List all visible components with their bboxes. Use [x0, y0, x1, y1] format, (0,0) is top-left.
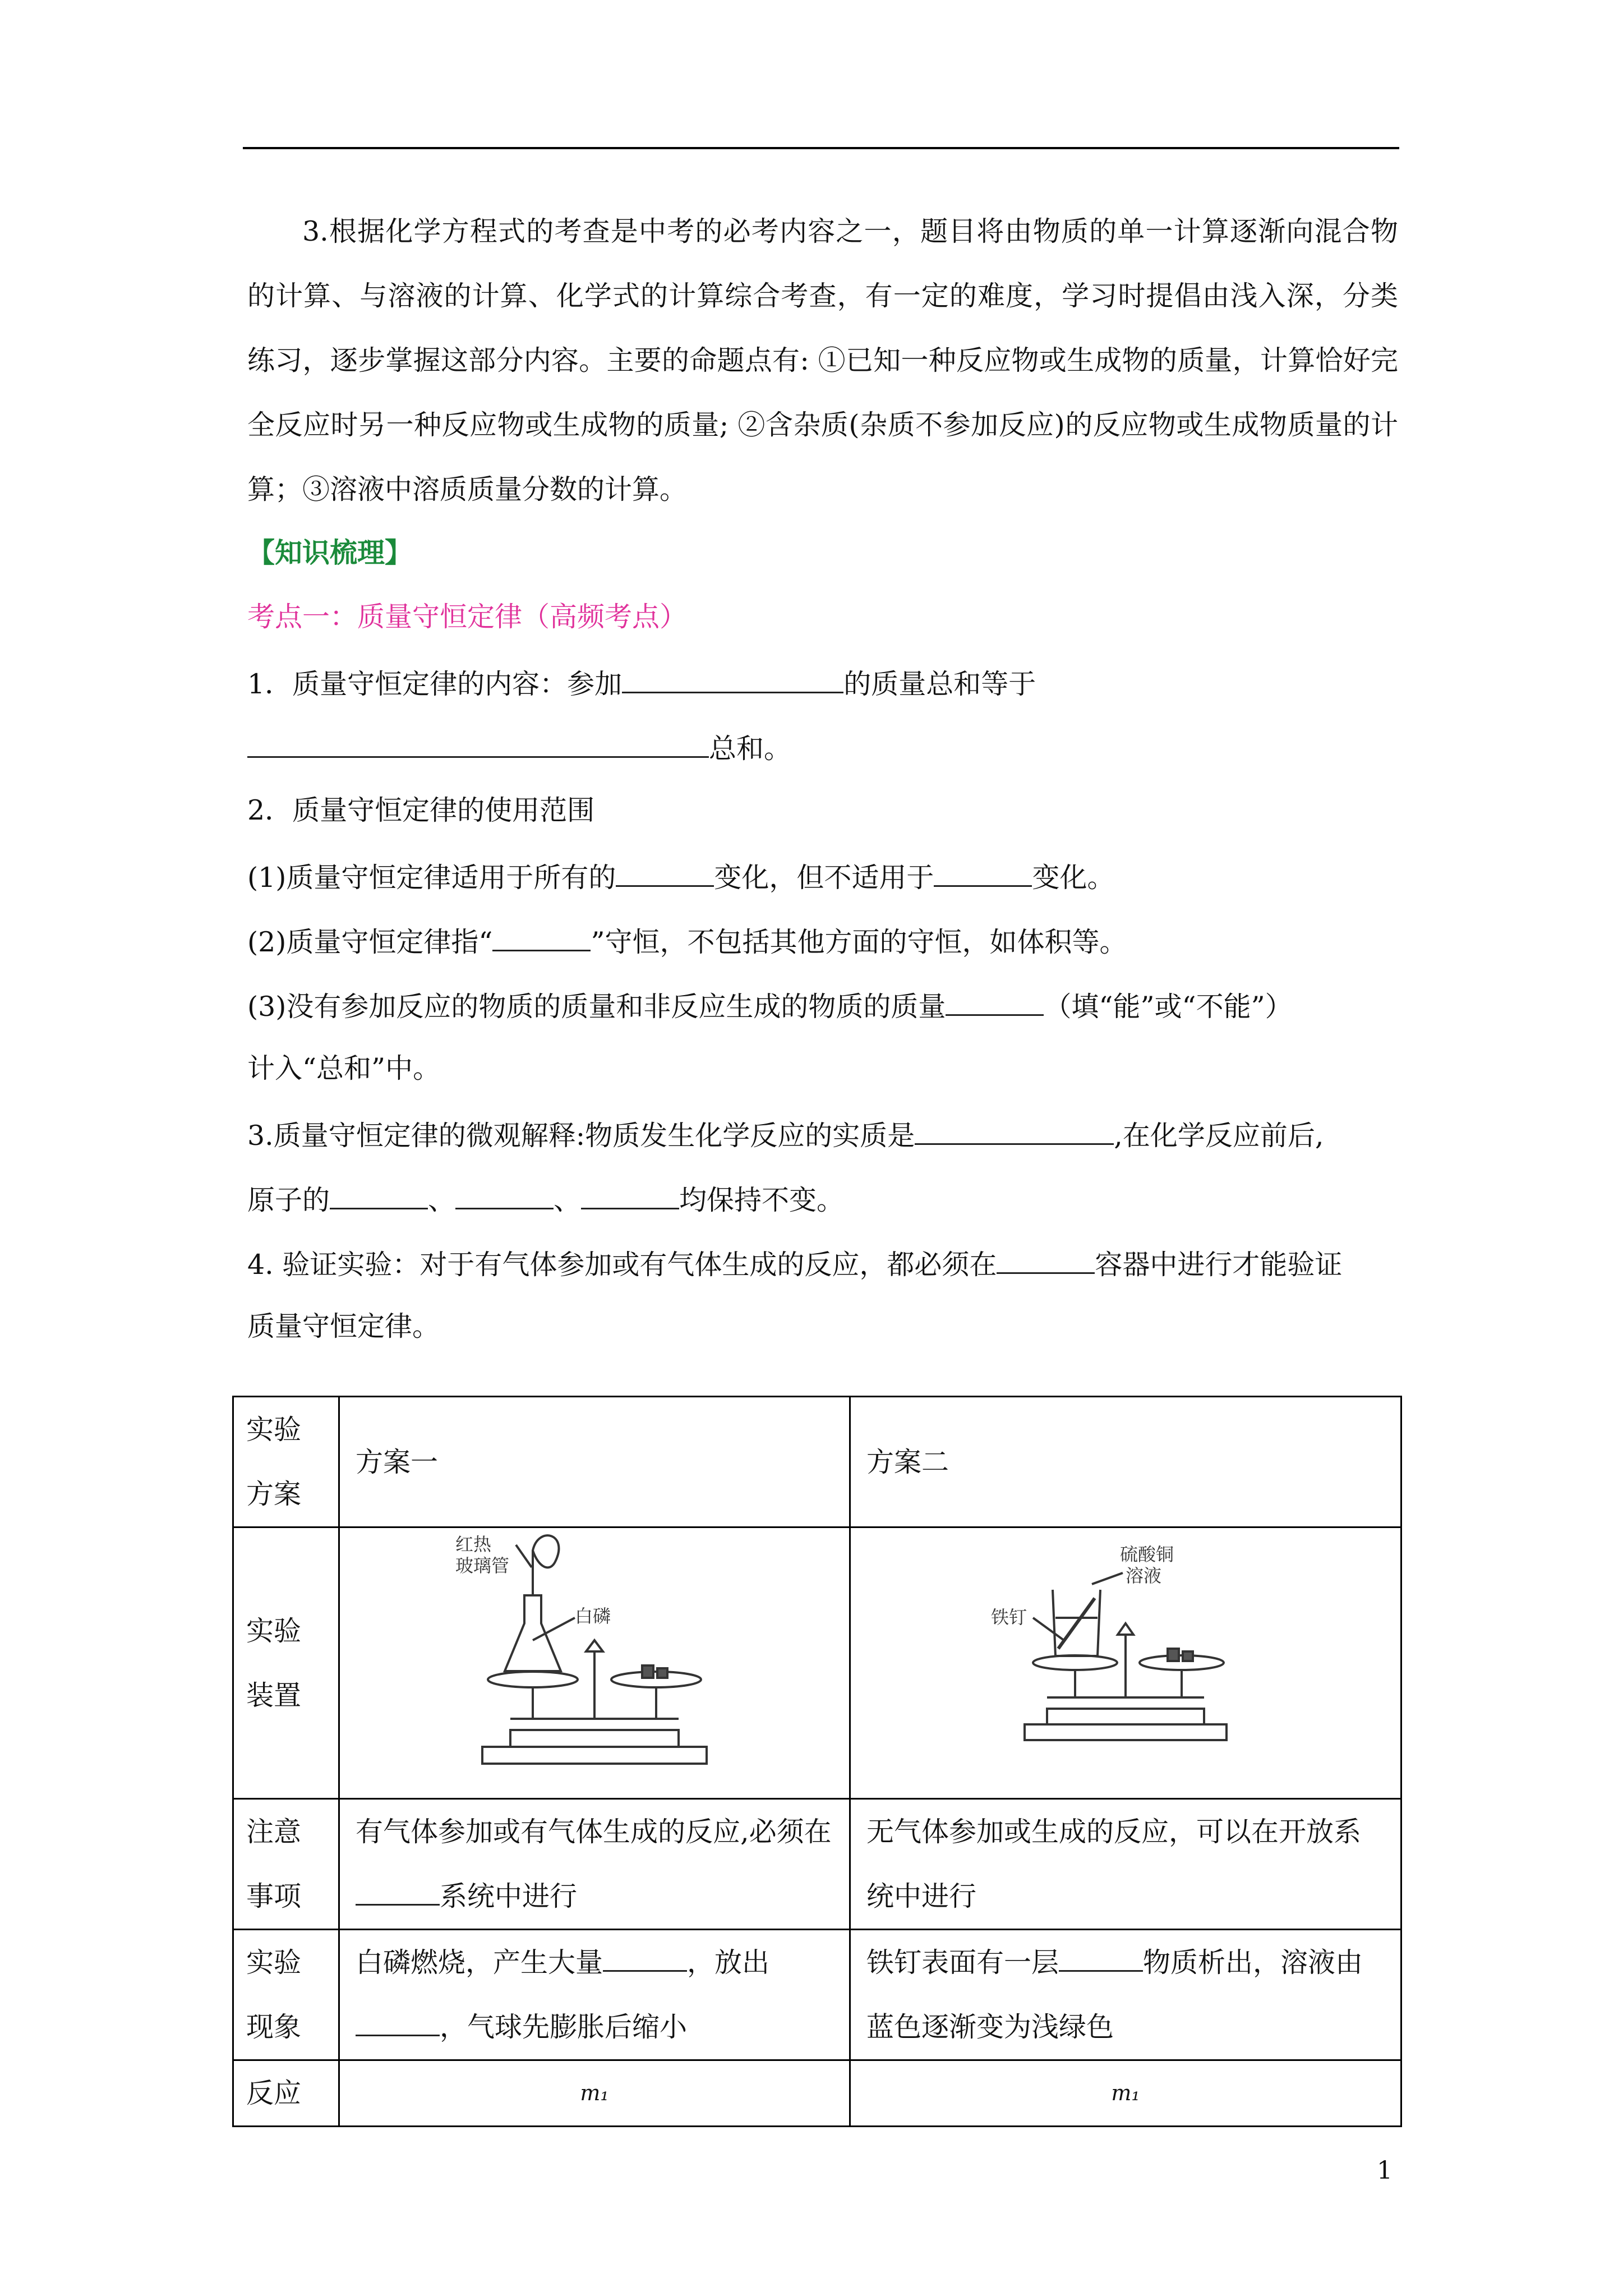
item-3-text-a: 3.质量守恒定律的微观解释:物质发生化学反应的实质是 — [247, 1120, 915, 1152]
reaction-2: m₁ — [850, 2060, 1401, 2127]
iron-nail — [1058, 1598, 1095, 1649]
row-notes — [233, 1799, 1401, 1930]
weight — [1168, 1649, 1179, 1661]
label-solution-line1: 硫酸铜 — [1120, 1544, 1174, 1565]
balance-pointer — [1118, 1623, 1133, 1635]
balloon — [533, 1535, 559, 1567]
item-2-2-text-a: (2)质量守恒定律指“ — [247, 926, 493, 958]
blank — [946, 987, 1044, 1016]
item-3-cont — [247, 1181, 844, 1217]
item-2-3-text-b: （填“能”或“不能”） — [1044, 991, 1293, 1023]
item-4-text-a: 4. 验证实验：对于有气体参加或有气体生成的反应，都必须在 — [247, 1249, 997, 1281]
topic-title: 考点一：质量守恒定律（高频考点） — [247, 601, 688, 633]
blank — [934, 858, 1032, 887]
phenomenon-2 — [850, 1930, 1401, 2060]
item-4-text-b: 容器中进行才能验证 — [1095, 1249, 1343, 1281]
item-1-cont — [247, 729, 791, 766]
item-3-text-b: ,在化学反应前后, — [1114, 1120, 1324, 1152]
phenomenon-1-text-a: 白磷燃烧，产生大量 — [356, 1947, 603, 1978]
label-notes: 注意事项 — [233, 1799, 339, 1930]
page-number: 1 — [1377, 2156, 1393, 2185]
label-plan: 实验方案 — [233, 1397, 339, 1527]
balance-stand — [1047, 1709, 1204, 1724]
balance-figure-1 — [449, 1528, 740, 1775]
blank — [622, 665, 843, 693]
item-2-1-text-c: 变化。 — [1032, 862, 1115, 894]
reaction-1: m₁ — [339, 2060, 850, 2127]
experiment-table — [232, 1396, 1402, 2127]
phenomenon-1 — [339, 1930, 850, 2060]
label-iron-nail: 铁钉 — [991, 1607, 1027, 1628]
balance-figure-2 — [980, 1534, 1271, 1769]
item-1-text-b: 的质量总和等于 — [843, 668, 1036, 700]
flask — [505, 1595, 561, 1671]
device-1 — [339, 1527, 850, 1799]
row-phenomenon — [233, 1930, 1401, 2060]
label-device: 实验装置 — [233, 1527, 339, 1799]
item-2-1 — [247, 858, 1114, 895]
label-solution-line2: 溶液 — [1126, 1565, 1162, 1586]
item-3-sep: 、 — [554, 1184, 582, 1216]
phenomenon-2-text-a: 铁钉表面有一层 — [866, 1947, 1059, 1978]
plan-1: 方案一 — [339, 1397, 850, 1527]
item-3-text-e: 均保持不变。 — [679, 1184, 845, 1216]
notes-1-text-a: 有气体参加或有气体生成的反应,必须在 — [356, 1816, 832, 1848]
row-reaction — [233, 2060, 1401, 2127]
balance-base — [482, 1747, 707, 1764]
label-reaction: 反应 — [233, 2060, 339, 2127]
section-title: 【知识梳理】 — [247, 536, 413, 569]
item-4 — [247, 1245, 1342, 1282]
header-rule — [243, 147, 1399, 149]
item-2-2-text-b: ”守恒，不包括其他方面的守恒，如体积等。 — [591, 926, 1127, 958]
blank — [356, 2008, 440, 2036]
notes-1 — [339, 1799, 850, 1930]
item-2: 2．质量守恒定律的使用范围 — [247, 794, 595, 826]
blank — [616, 858, 714, 887]
item-3-text-c: 原子的 — [247, 1184, 330, 1216]
balance-pointer — [586, 1640, 603, 1651]
blank — [915, 1116, 1114, 1145]
blank — [603, 1943, 687, 1972]
notes-2: 无气体参加或生成的反应，可以在开放系统中进行 — [850, 1799, 1401, 1930]
intro-paragraph: 3.根据化学方程式的考查是中考的必考内容之一，题目将由物质的单一计算逐渐向混合物的计算、与溶液的计算、化学式的计算综合考查，有一定的难度，学习时提倡由浅入深，分类练习，逐步掌握这部分内容。主要的命题点有: ①已知一种反应物或生成物的质量，计算恰好完全反应时另一种反应物或生成物的质量; ②含杂质(杂质不参加反应)的反应物或生成物质量的计算；③溶液中溶质质量分数的计算。 — [247, 215, 1398, 505]
blank — [455, 1181, 554, 1209]
row-plan — [233, 1397, 1401, 1527]
item-2-2 — [247, 923, 1127, 959]
label-phenomenon: 实验现象 — [233, 1930, 339, 2060]
item-3 — [247, 1116, 1324, 1153]
phenomenon-2-text-b: 物质析出，溶液由蓝色逐渐变为浅绿色 — [866, 1947, 1363, 2043]
blank — [581, 1181, 679, 1209]
item-1 — [247, 665, 1036, 701]
plan-2: 方案二 — [850, 1397, 1401, 1527]
item-2-1-text-a: (1)质量守恒定律适用于所有的 — [247, 862, 616, 894]
blank — [356, 1877, 440, 1906]
balance-base — [1025, 1724, 1227, 1740]
blank — [492, 923, 591, 951]
left-pan — [488, 1672, 578, 1687]
item-1-text-c: 总和。 — [709, 733, 792, 765]
blank — [997, 1245, 1095, 1274]
notes-1-text-b: 系统中进行 — [440, 1880, 578, 1912]
label-tube-line1: 红热 — [455, 1534, 492, 1555]
weight — [642, 1665, 653, 1678]
blank — [1059, 1943, 1143, 1972]
weight — [1183, 1651, 1193, 1661]
item-2-3 — [247, 987, 1293, 1024]
left-pan — [1033, 1655, 1117, 1670]
label-tube-line2: 玻璃管 — [455, 1555, 510, 1576]
device-2 — [850, 1527, 1401, 1799]
weight — [657, 1668, 667, 1678]
balance-stand — [510, 1730, 679, 1747]
item-2-3-cont: 计入“总和”中。 — [247, 1052, 441, 1084]
item-2-1-text-b: 变化，但不适用于 — [714, 862, 934, 894]
phenomenon-1-text-b: ，放出 — [687, 1947, 770, 1978]
label-white-phosphorus: 白磷 — [575, 1605, 611, 1627]
blank — [330, 1181, 428, 1209]
item-2-3-text-a: (3)没有参加反应的物质的质量和非反应生成的物质的质量 — [247, 991, 946, 1023]
item-3-sep: 、 — [428, 1184, 456, 1216]
blank — [247, 729, 709, 758]
item-1-text-a: 1．质量守恒定律的内容：参加 — [247, 668, 623, 700]
item-4-cont: 质量守恒定律。 — [247, 1310, 440, 1342]
phenomenon-1-text-c: ，气球先膨胀后缩小 — [440, 2011, 688, 2043]
row-device — [233, 1527, 1401, 1799]
